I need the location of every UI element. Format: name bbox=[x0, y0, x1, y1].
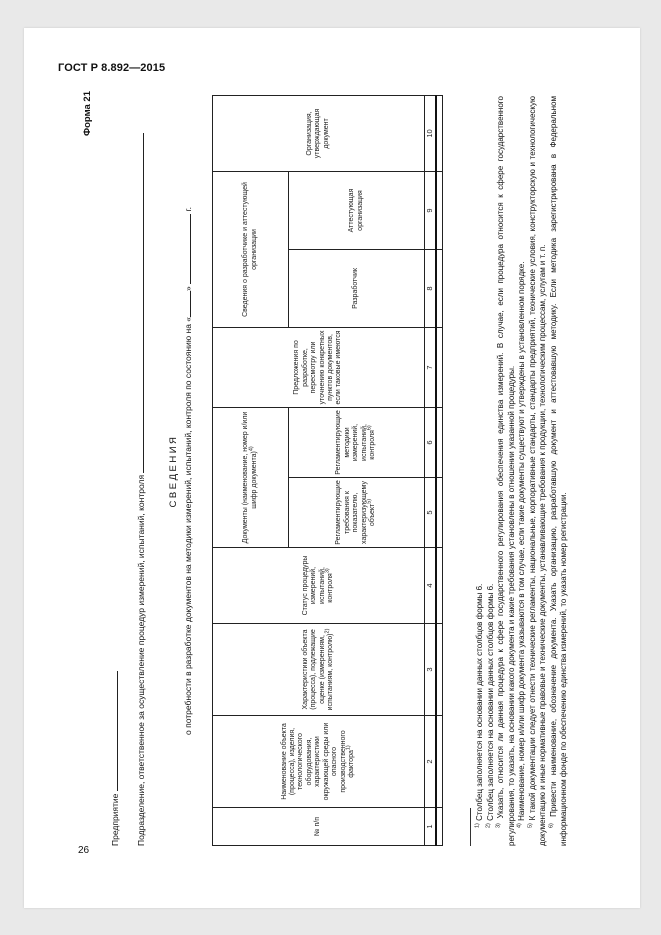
footnote-separator bbox=[470, 808, 471, 846]
subtitle-year: г. bbox=[183, 207, 193, 212]
date-day-fill bbox=[190, 291, 191, 317]
docs-group-header: Документы (наименование, номер и/или шифр документа)$^{4)}$ bbox=[213, 407, 289, 547]
form-title: СВЕДЕНИЯ bbox=[168, 434, 179, 508]
footnote-3: $^{3)}$ Указать, относится ли данная процедура к сфере государственного регулирования обеспечения единства измерений. В случае, если процедура относится к сфере государственного регулирования, то указать, на основании какого документа и какие требования установлены в отношении указанной процедуры. bbox=[495, 96, 516, 846]
footnote-6: $^{6)}$ Привести наименование, обозначение документа. Указать организацию, разработавшую документ и аттестовавшую методику. Если методика зарегистрирована в Федеральном информационном фонде по обеспечению единства измерений, то указать номер регистрации. bbox=[547, 96, 568, 846]
subtitle-text: о потребности в разработке документов на методики измерений, испытаний, контроля по состоянию на « bbox=[183, 316, 193, 735]
col-developer-header: Разработчик bbox=[289, 249, 425, 327]
standard-header: ГОСТ Р 8.892—2015 bbox=[58, 62, 166, 74]
column-number-row bbox=[425, 95, 437, 845]
column-number: 4 bbox=[425, 548, 437, 624]
enterprise-label: Предприятие bbox=[110, 793, 120, 846]
column-number: 5 bbox=[425, 478, 437, 548]
needs-table bbox=[212, 95, 443, 846]
column-number: 9 bbox=[425, 171, 437, 249]
department-fill-line bbox=[143, 133, 144, 473]
enterprise-fill-line bbox=[117, 671, 118, 791]
col-object-header: Наименование объекта (процесса), изделия, технологического оборудования, характеристики окружающей среды или опасного производственного фактора$^{1)}$ bbox=[213, 716, 425, 808]
column-number: 10 bbox=[425, 95, 437, 171]
col-proposals-header: Предложения по разработке, пересмотру или уточнению конкретных пунктов документов, если таковые имеются bbox=[213, 327, 425, 407]
col-no-header: № п/п bbox=[213, 808, 425, 846]
column-number: 8 bbox=[425, 249, 437, 327]
rotated-form-area bbox=[82, 91, 622, 846]
column-number: 6 bbox=[425, 407, 437, 477]
department-label: Подразделение, ответственное за осуществление процедур измерений, испытаний, контроля bbox=[136, 474, 146, 846]
column-number: 1 bbox=[425, 808, 437, 846]
col-methods-header: Регламентирующие методики измерений, испытаний, контроля$^{6)}$ bbox=[289, 407, 425, 477]
column-number: 7 bbox=[425, 327, 437, 407]
form-subtitle bbox=[183, 96, 193, 846]
table-header-row-1 bbox=[213, 95, 289, 845]
footnote-2: $^{2)}$ Столбец заполняется на основании данных столбцов формы 6. bbox=[484, 583, 495, 828]
footnote-4: $^{4)}$ Наименование, номер и/или шифр документа указываются в том случае, если такие документы существуют и утверждены в установленном порядке. bbox=[516, 261, 526, 828]
developer-group-header: Сведения о разработчике и аттестующей организации bbox=[213, 171, 289, 327]
form-label: Форма 21 bbox=[82, 91, 93, 136]
col-approving-org-header: Организация, утверждающая документ bbox=[213, 95, 425, 171]
date-month-fill bbox=[190, 214, 191, 284]
footnote-5: $^{5)}$ К такой документации следует отнести технические регламенты, национальные, корпоративные стандарты, стандарты предприятий, технические условия, конструкторскую и технологическую документацию и иные нормативные правовые и технические документы, устанавливающие требования к продукции, технологическим процессам, услугам и т. п. bbox=[526, 96, 547, 846]
page-number: 26 bbox=[78, 845, 90, 856]
subtitle-quote: » bbox=[183, 286, 193, 291]
col-certifying-org-header: Аттестующая организация bbox=[289, 171, 425, 249]
col-characteristics-header: Характеристики объекта (процесса), подлежащие оценке (измерениям, испытаниям, контролю)$^{2)}$ bbox=[213, 624, 425, 716]
col-requirements-header: Регламентирующие требования к показателю, характеризующему объект$^{5)}$ bbox=[289, 478, 425, 548]
column-number: 3 bbox=[425, 624, 437, 716]
table-empty-row bbox=[436, 95, 442, 845]
footnote-1: $^{1)}$ Столбец заполняется на основании данных столбцов формы 6. bbox=[474, 583, 484, 828]
enterprise-line bbox=[110, 671, 120, 846]
department-line bbox=[136, 133, 146, 846]
col-status-header: Статус процедуры измерений, испытаний, контроля$^{3)}$ bbox=[213, 548, 425, 624]
column-number: 2 bbox=[425, 716, 437, 808]
footnotes bbox=[475, 96, 570, 846]
